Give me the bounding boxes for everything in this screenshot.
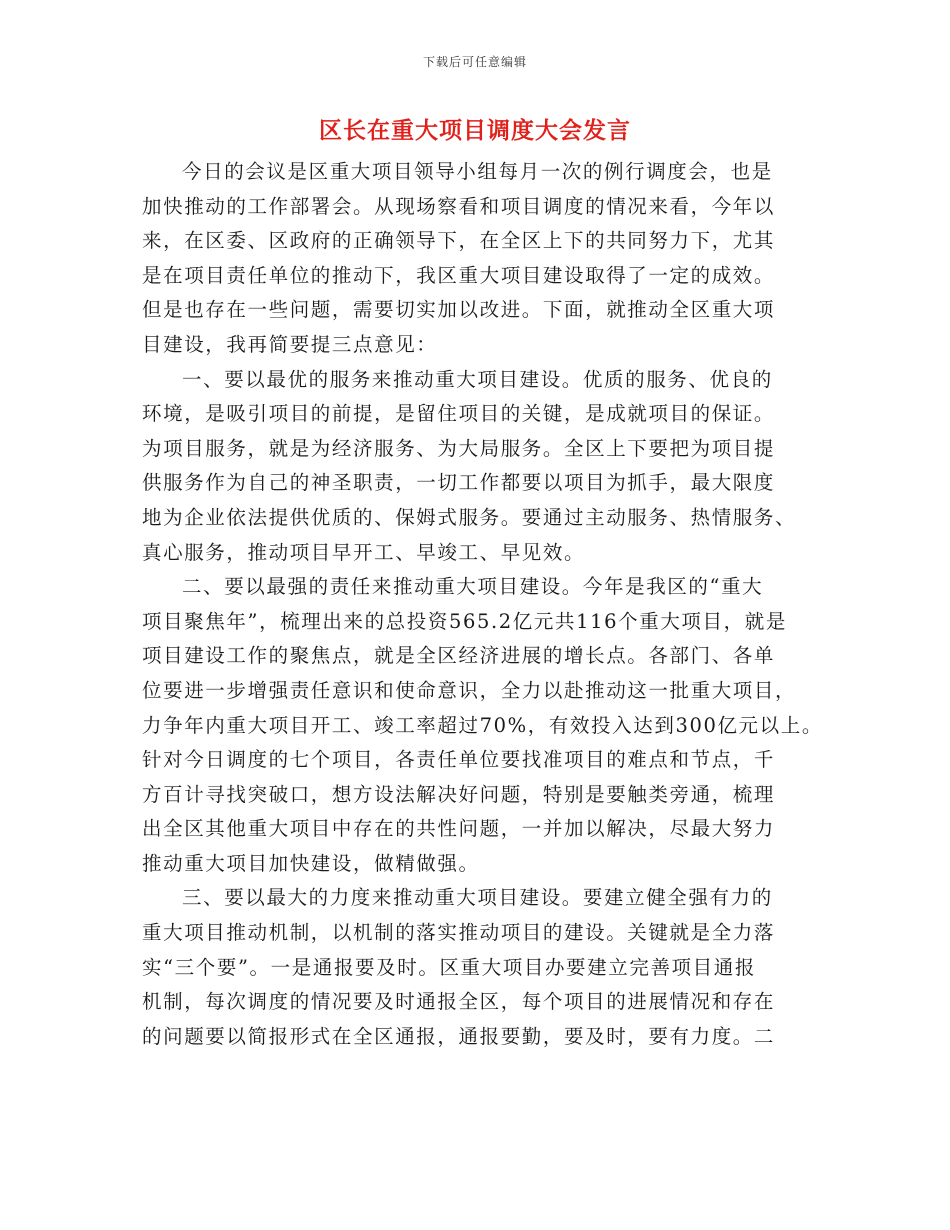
text-line: 目建设，我再简要提三点意见： [142,332,438,356]
text-line: 环境，是吸引项目的前提，是留住项目的关键，是成就项目的保证。 [142,402,776,426]
text-line: 今日的会议是区重大项目领导小组每月一次的例行调度会，也是 [182,160,773,183]
text-line: 供服务作为自己的神圣职责，一切工作都要以项目为抓手，最大限度 [142,471,776,495]
text-line: 加快推动的工作部署会。从现场察看和项目调度的情况来看，今年以 [142,194,776,218]
text-line: 二、要以最强的责任来推动重大项目建设。今年是我区的“重大 [182,575,764,599]
text-line: 项目聚焦年”，梳理出来的总投资565.2亿元共116个重大项目，就是 [142,609,787,633]
text-line: 是在项目责任单位的推动下，我区重大项目建设取得了一定的成效。 [142,263,776,287]
text-line: 真心服务，推动项目早开工、早竣工、早见效。 [142,540,586,564]
text-line: 方百计寻找突破口，想方设法解决好问题，特别是要触类旁通，梳理 [142,782,776,806]
text-line: 三、要以最大的力度来推动重大项目建设。要建立健全强有力的 [182,886,773,910]
text-line: 的问题要以简报形式在全区通报，通报要勤，要及时，要有力度。二 [142,1024,776,1048]
header-note: 下载后可任意编辑 [422,55,527,69]
text-line: 推动重大项目加快建设，做精做强。 [142,851,480,875]
text-line: 位要进一步增强责任意识和使命意识，全力以赴推动这一批重大项目， [142,678,797,702]
text-line: 为项目服务，就是为经济服务、为大局服务。全区上下要把为项目提 [142,436,776,460]
text-line: 机制，每次调度的情况要及时通报全区，每个项目的进展情况和存在 [142,990,776,1014]
document-title: 区长在重大项目调度大会发言 [319,117,631,144]
text-line: 项目建设工作的聚焦点，就是全区经济进展的增长点。各部门、各单 [142,644,776,668]
text-line: 出全区其他重大项目中存在的共性问题，一并加以解决，尽最大努力 [142,817,776,841]
text-line: 来，在区委、区政府的正确领导下，在全区上下的共同努力下，尤其 [142,229,776,253]
text-line: 地为企业依法提供优质的、保姆式服务。要通过主动服务、热情服务、 [142,505,797,529]
text-line: 力争年内重大项目开工、竣工率超过70%，有效投入达到300亿元以上。 [142,713,823,737]
document-body [142,155,822,1054]
text-line: 重大项目推动机制，以机制的落实推动项目的建设。关键就是全力落 [142,921,776,945]
text-line: 一、要以最优的服务来推动重大项目建设。优质的服务、优良的 [182,367,773,391]
text-line: 针对今日调度的七个项目，各责任单位要找准项目的难点和节点，千 [142,748,776,772]
text-line: 但是也存在一些问题，需要切实加以改进。下面，就推动全区重大项 [142,298,776,322]
text-line: 实“三个要”。一是通报要及时。区重大项目办要建立完善项目通报 [142,955,756,979]
